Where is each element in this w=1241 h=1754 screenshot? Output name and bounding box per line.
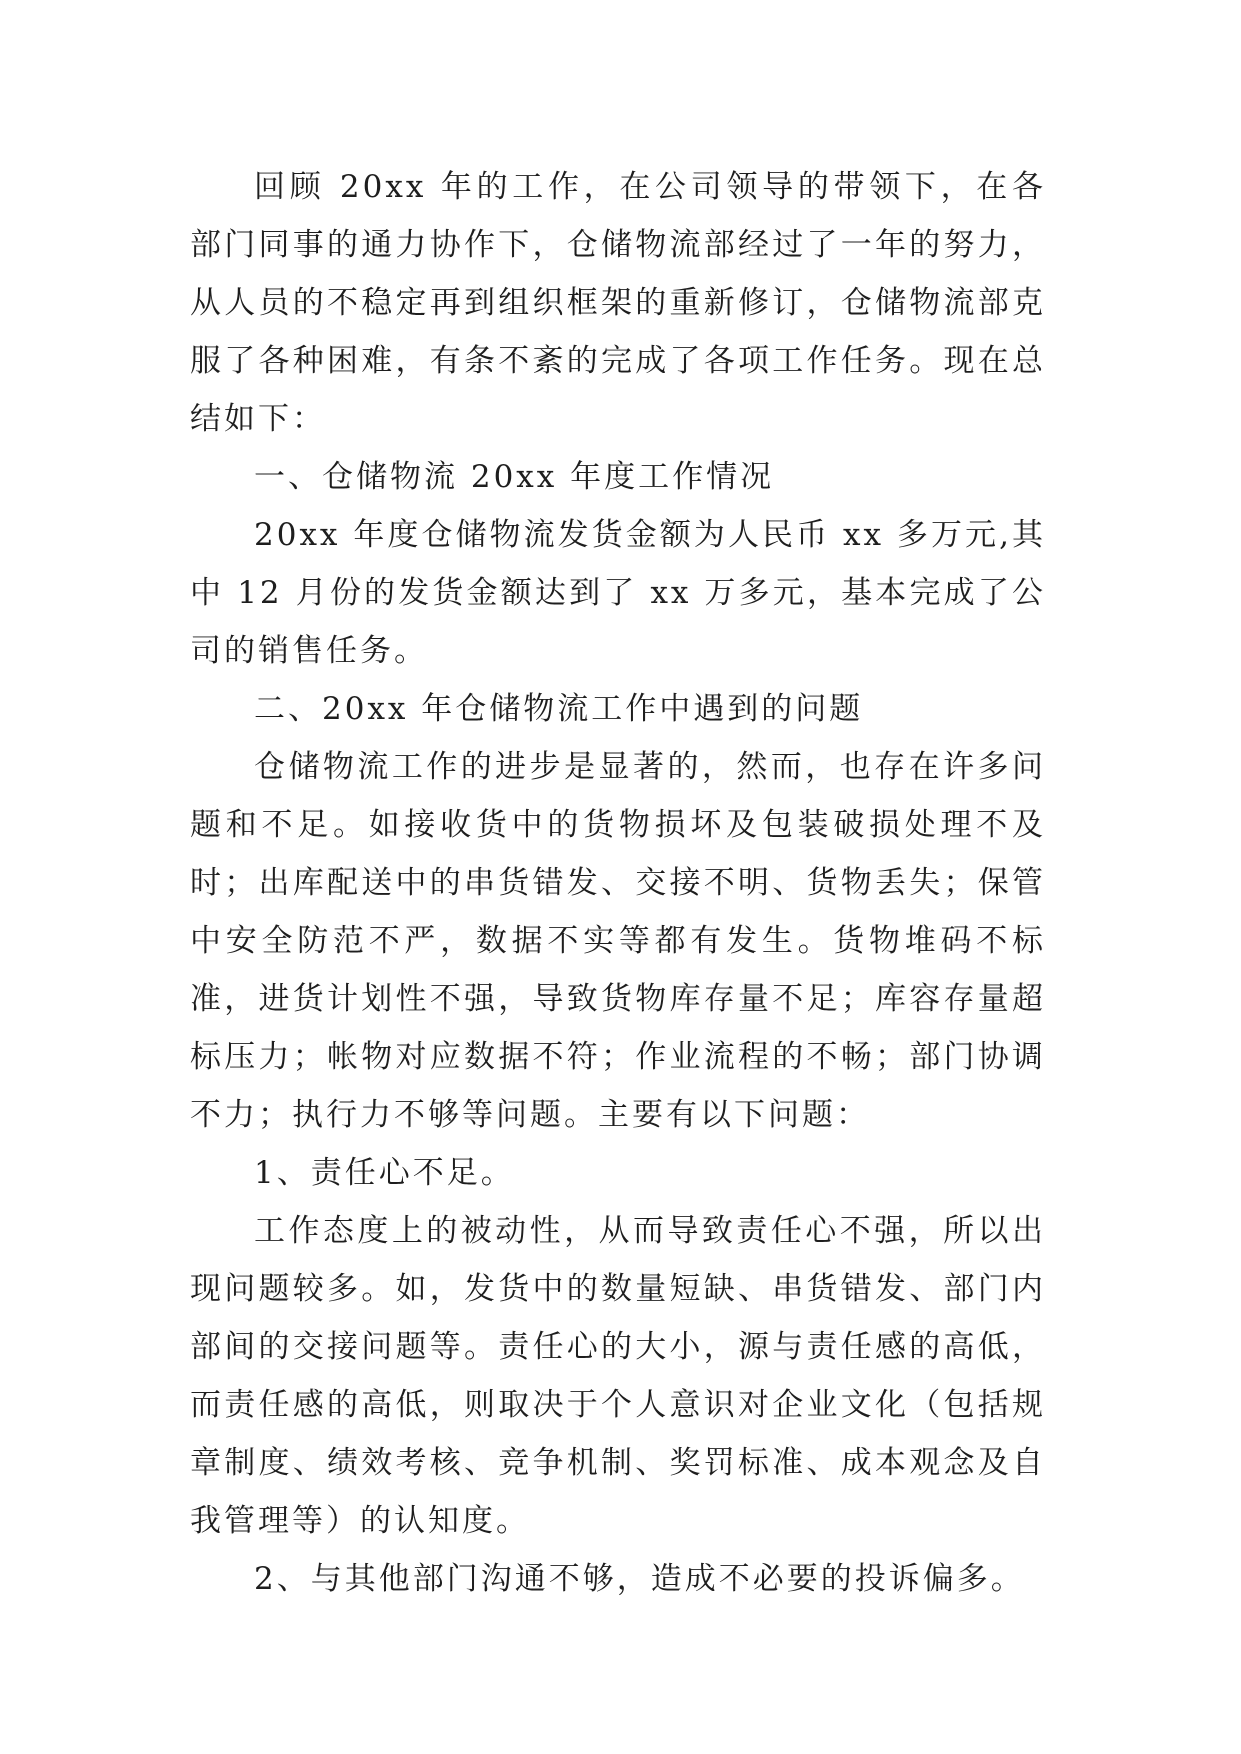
responsibility-paragraph: 工作态度上的被动性，从而导致责任心不强，所以出现问题较多。如，发货中的数量短缺、串货错发、部门内部间的交接问题等。责任心的大小，源与责任感的高低，而责任感的高低，则取决于个人意识对企业文化（包括规章制度、绩效考核、竞争机制、奖罚标准、成本观念及自我管理等）的认知度。 [190,1213,1046,1539]
shipment-paragraph: 20xx 年度仓储物流发货金额为人民币 xx 多万元,其中 12 月份的发货金额达到了 xx 万多元，基本完成了公司的销售任务。 [190,517,1046,669]
intro-paragraph: 回顾 20xx 年的工作，在公司领导的带领下，在各部门同事的通力协作下，仓储物流部经过了一年的努力，从人员的不稳定再到组织框架的重新修订，仓储物流部克服了各种困难，有条不紊的完成了各项工作任务。现在总结如下： [190,169,1046,437]
problems-paragraph: 仓储物流工作的进步是显著的，然而，也存在许多问题和不足。如接收货中的货物损坏及包装破损处理不及时；出库配送中的串货错发、交接不明、货物丢失；保管中安全防范不严，数据不实等都有发生。货物堆码不标准，进货计划性不强，导致货物库存量不足；库容存量超标压力；帐物对应数据不符；作业流程的不畅；部门协调不力；执行力不够等问题。主要有以下问题： [190,749,1046,1133]
document-body [190,158,1046,1608]
section-heading-2: 二、20xx 年仓储物流工作中遇到的问题 [254,691,864,727]
problem-item-2-heading: 2、与其他部门沟通不够，造成不必要的投诉偏多。 [254,1561,1025,1597]
section-heading-1: 一、仓储物流 20xx 年度工作情况 [254,459,775,495]
problem-item-1-heading: 1、责任心不足。 [254,1155,515,1191]
